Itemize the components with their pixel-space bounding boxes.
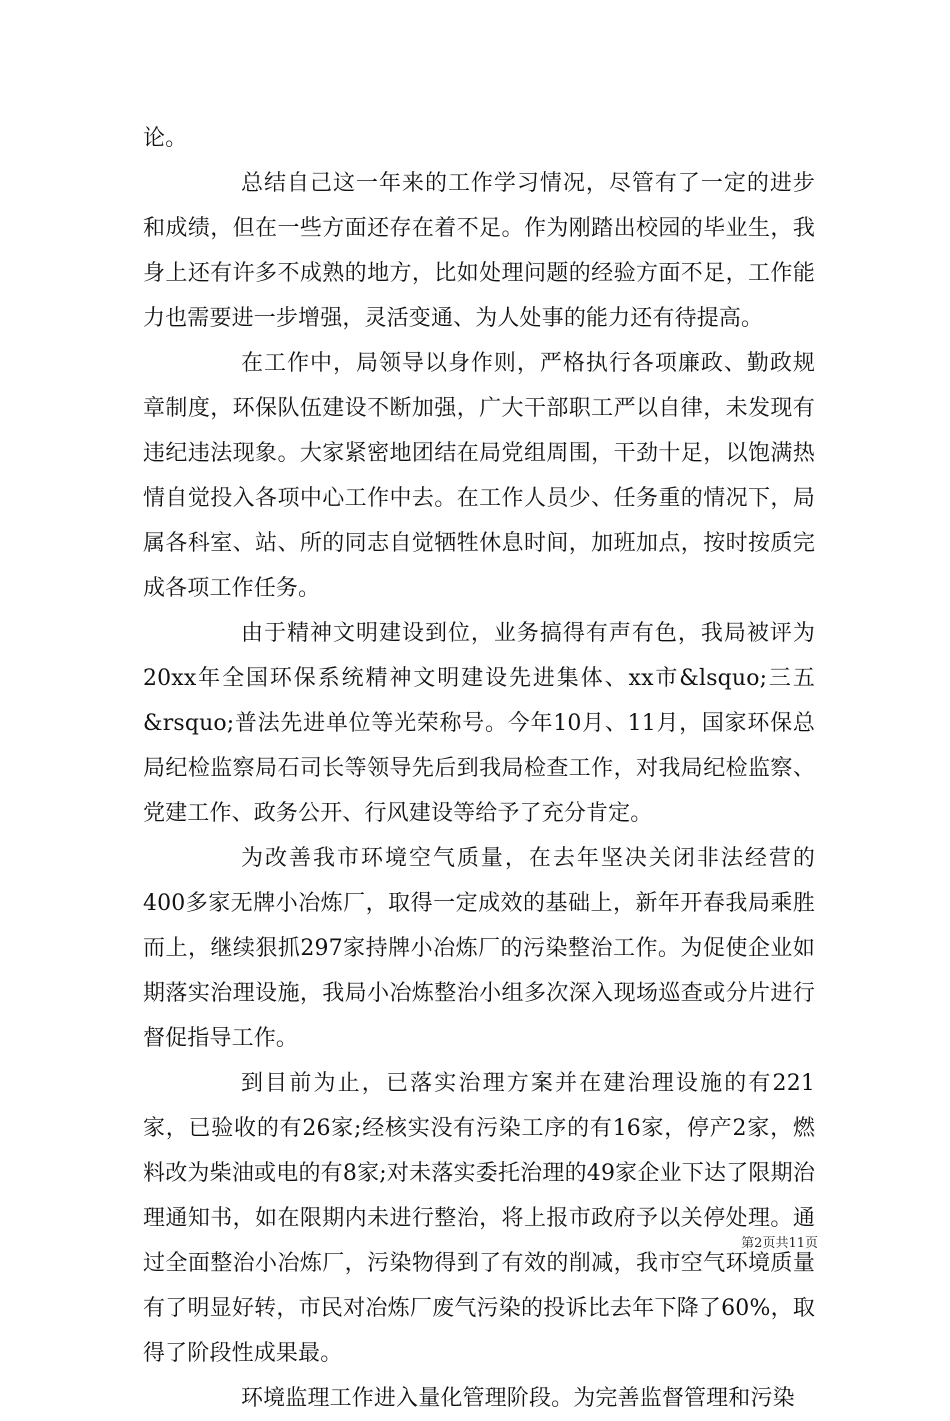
paragraph-2: 总结自己这一年来的工作学习情况，尽管有了一定的进步和成绩，但在一些方面还存在着不足。作为刚踏出校园的毕业生，我身上还有许多不成熟的地方，比如处理问题的经验方面不足，工作能力也需要进一步增强，灵活变通、为人处事的能力还有待提高。 [143, 171, 815, 331]
paragraph-7: 环境监理工作进入量化管理阶段。为完善监督管理和污染 [241, 1386, 795, 1411]
paragraph-4: 由于精神文明建设到位，业务搞得有声有色，我局被评为20xx年全国环保系统精神文明建设先进集体、xx市&lsquo;三五&rsquo;普法先进单位等光荣称号。今年10月、11月，国家环保总局纪检监察局石司长等领导先后到我局检查工作，对我局纪检监察、党建工作、政务公开、行风建设等给予了充分肯定。 [143, 621, 815, 826]
page-number-footer: 第2页共11页 [741, 1236, 818, 1251]
paragraph-3: 在工作中，局领导以身作则，严格执行各项廉政、勤政规章制度，环保队伍建设不断加强，广大干部职工严以自律，未发现有违纪违法现象。大家紧密地团结在局党组周围，干劲十足，以饱满热情自觉投入各项中心工作中去。在工作人员少、任务重的情况下，局属各科室、站、所的同志自觉牺牲休息时间，加班加点，按时按质完成各项工作任务。 [143, 351, 815, 601]
document-body [143, 116, 815, 1421]
paragraph-1: 论。 [143, 126, 188, 151]
paragraph-6: 到目前为止，已落实治理方案并在建治理设施的有221家，已验收的有26家;经核实没有污染工序的有16家，停产2家，燃料改为柴油或电的有8家;对未落实委托治理的49家企业下达了限期治理通知书，如在限期内未进行整治，将上报市政府予以关停处理。通过全面整治小冶炼厂，污染物得到了有效的削减，我市空气环境质量有了明显好转，市民对冶炼厂废气污染的投诉比去年下降了60%，取得了阶段性成果最。 [143, 1071, 815, 1366]
paragraph-5: 为改善我市环境空气质量，在去年坚决关闭非法经营的400多家无牌小冶炼厂，取得一定成效的基础上，新年开春我局乘胜而上，继续狠抓297家持牌小冶炼厂的污染整治工作。为促使企业如期落实治理设施，我局小冶炼整治小组多次深入现场巡查或分片进行督促指导工作。 [143, 846, 815, 1051]
